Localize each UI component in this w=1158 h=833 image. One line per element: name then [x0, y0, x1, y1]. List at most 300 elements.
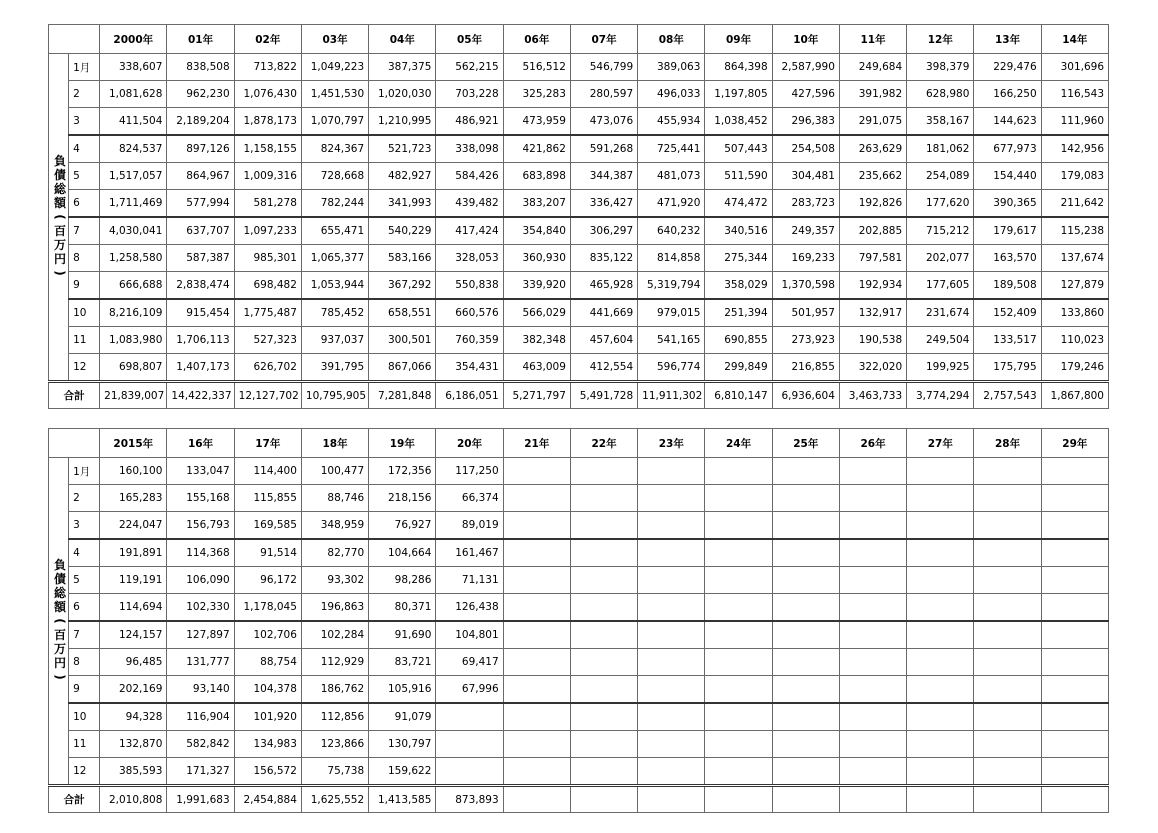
year-header: 04年	[369, 25, 436, 54]
value-cell	[907, 485, 974, 512]
value-cell: 110,023	[1041, 327, 1108, 354]
value-cell	[907, 731, 974, 758]
total-value: 2,010,808	[100, 786, 167, 813]
side-label-char: 総	[53, 586, 66, 600]
value-cell: 1,706,113	[167, 327, 234, 354]
table-row	[49, 485, 1109, 512]
value-cell: 1,517,057	[100, 163, 167, 190]
year-header: 23年	[638, 429, 705, 458]
value-cell	[503, 512, 570, 540]
value-cell: 134,983	[234, 731, 301, 758]
value-cell: 127,879	[1041, 272, 1108, 300]
month-cell: 2	[69, 485, 100, 512]
value-cell: 126,438	[436, 594, 503, 622]
year-header: 17年	[234, 429, 301, 458]
value-cell: 119,191	[100, 567, 167, 594]
year-header: 29年	[1041, 429, 1108, 458]
value-cell: 1,878,173	[234, 108, 301, 136]
value-cell	[503, 649, 570, 676]
year-header: 11年	[839, 25, 906, 54]
value-cell: 161,467	[436, 539, 503, 567]
value-cell	[638, 567, 705, 594]
value-cell	[436, 758, 503, 786]
side-label-text	[53, 154, 67, 280]
value-cell: 628,980	[907, 81, 974, 108]
table-row	[49, 621, 1109, 649]
value-cell: 181,062	[907, 135, 974, 163]
value-cell	[638, 539, 705, 567]
value-cell	[570, 676, 637, 704]
value-cell	[772, 703, 839, 731]
month-cell: 3	[69, 512, 100, 540]
value-cell: 782,244	[301, 190, 368, 218]
value-cell	[907, 649, 974, 676]
value-cell	[570, 621, 637, 649]
year-header: 14年	[1041, 25, 1108, 54]
value-cell	[503, 458, 570, 485]
month-cell: 1月	[69, 54, 100, 81]
value-cell: 179,617	[974, 217, 1041, 245]
year-header: 01年	[167, 25, 234, 54]
table-row	[49, 567, 1109, 594]
debt-table-2000-2014	[48, 24, 1109, 409]
value-cell: 154,440	[974, 163, 1041, 190]
month-cell: 10	[69, 299, 100, 327]
side-label-char: 負	[53, 154, 66, 168]
value-cell: 328,053	[436, 245, 503, 272]
month-cell: 12	[69, 758, 100, 786]
value-cell: 159,622	[369, 758, 436, 786]
value-cell	[705, 621, 772, 649]
side-label-debt-total	[49, 54, 69, 382]
value-cell: 391,795	[301, 354, 368, 382]
value-cell: 1,407,173	[167, 354, 234, 382]
value-cell: 348,959	[301, 512, 368, 540]
year-header: 09年	[705, 25, 772, 54]
table-row	[49, 703, 1109, 731]
value-cell: 867,066	[369, 354, 436, 382]
value-cell	[1041, 731, 1108, 758]
year-header: 24年	[705, 429, 772, 458]
value-cell	[974, 512, 1041, 540]
total-value: 12,127,702	[234, 382, 301, 409]
value-cell	[570, 458, 637, 485]
value-cell: 441,669	[570, 299, 637, 327]
value-cell: 835,122	[570, 245, 637, 272]
value-cell: 1,070,797	[301, 108, 368, 136]
value-cell: 249,504	[907, 327, 974, 354]
value-cell: 427,596	[772, 81, 839, 108]
value-cell	[638, 512, 705, 540]
value-cell	[907, 621, 974, 649]
value-cell: 1,076,430	[234, 81, 301, 108]
value-cell: 583,166	[369, 245, 436, 272]
value-cell: 1,210,995	[369, 108, 436, 136]
year-header: 2000年	[100, 25, 167, 54]
value-cell: 114,400	[234, 458, 301, 485]
value-cell: 814,858	[638, 245, 705, 272]
value-cell	[974, 539, 1041, 567]
table-body	[49, 25, 1109, 409]
value-cell	[772, 731, 839, 758]
value-cell	[839, 485, 906, 512]
value-cell: 465,928	[570, 272, 637, 300]
value-cell	[974, 649, 1041, 676]
value-cell: 367,292	[369, 272, 436, 300]
total-value: 2,454,884	[234, 786, 301, 813]
year-header: 2015年	[100, 429, 167, 458]
year-header: 20年	[436, 429, 503, 458]
value-cell: 89,019	[436, 512, 503, 540]
total-value	[974, 786, 1041, 813]
value-cell: 144,623	[974, 108, 1041, 136]
value-cell: 199,925	[907, 354, 974, 382]
value-cell: 482,927	[369, 163, 436, 190]
value-cell	[705, 758, 772, 786]
total-value	[772, 786, 839, 813]
month-cell: 7	[69, 621, 100, 649]
value-cell: 117,250	[436, 458, 503, 485]
value-cell: 102,284	[301, 621, 368, 649]
value-cell: 104,378	[234, 676, 301, 704]
year-header: 18年	[301, 429, 368, 458]
value-cell: 71,131	[436, 567, 503, 594]
value-cell: 88,746	[301, 485, 368, 512]
value-cell	[907, 539, 974, 567]
value-cell	[1041, 512, 1108, 540]
value-cell: 275,344	[705, 245, 772, 272]
table-row	[49, 594, 1109, 622]
total-value: 5,271,797	[503, 382, 570, 409]
value-cell	[1041, 649, 1108, 676]
year-header: 06年	[503, 25, 570, 54]
value-cell: 358,029	[705, 272, 772, 300]
value-cell	[570, 649, 637, 676]
value-cell: 541,165	[638, 327, 705, 354]
value-cell	[907, 567, 974, 594]
month-cell: 8	[69, 649, 100, 676]
value-cell: 96,172	[234, 567, 301, 594]
value-cell: 280,597	[570, 81, 637, 108]
value-cell: 797,581	[839, 245, 906, 272]
side-label-close-paren: )	[53, 270, 67, 276]
value-cell: 306,297	[570, 217, 637, 245]
total-row	[49, 382, 1109, 409]
value-cell: 301,696	[1041, 54, 1108, 81]
value-cell: 341,993	[369, 190, 436, 218]
total-value: 6,186,051	[436, 382, 503, 409]
value-cell	[974, 676, 1041, 704]
value-cell	[772, 649, 839, 676]
value-cell: 824,537	[100, 135, 167, 163]
month-cell: 8	[69, 245, 100, 272]
table-row	[49, 245, 1109, 272]
value-cell: 760,359	[436, 327, 503, 354]
value-cell	[907, 512, 974, 540]
year-header: 13年	[974, 25, 1041, 54]
value-cell: 824,367	[301, 135, 368, 163]
value-cell: 304,481	[772, 163, 839, 190]
value-cell: 190,538	[839, 327, 906, 354]
value-cell	[503, 567, 570, 594]
value-cell: 186,762	[301, 676, 368, 704]
year-header: 28年	[974, 429, 1041, 458]
total-value: 1,867,800	[1041, 382, 1108, 409]
month-cell: 9	[69, 272, 100, 300]
value-cell: 127,897	[167, 621, 234, 649]
value-cell	[974, 621, 1041, 649]
total-value: 1,625,552	[301, 786, 368, 813]
value-cell: 82,770	[301, 539, 368, 567]
value-cell	[907, 703, 974, 731]
value-cell: 231,674	[907, 299, 974, 327]
value-cell	[974, 758, 1041, 786]
table-row	[49, 539, 1109, 567]
value-cell: 728,668	[301, 163, 368, 190]
value-cell: 96,485	[100, 649, 167, 676]
side-label-unit-char: 円	[53, 252, 66, 266]
value-cell	[839, 758, 906, 786]
value-cell: 116,904	[167, 703, 234, 731]
value-cell: 382,348	[503, 327, 570, 354]
table-row	[49, 512, 1109, 540]
side-label-char: 額	[53, 600, 66, 614]
month-cell: 5	[69, 163, 100, 190]
value-cell: 152,409	[974, 299, 1041, 327]
value-cell: 562,215	[436, 54, 503, 81]
value-cell	[839, 621, 906, 649]
value-cell: 1,775,487	[234, 299, 301, 327]
value-cell: 1,083,980	[100, 327, 167, 354]
month-cell: 12	[69, 354, 100, 382]
total-label: 合計	[49, 382, 100, 409]
value-cell: 100,477	[301, 458, 368, 485]
debt-table-2015-2029	[48, 428, 1109, 813]
value-cell	[503, 676, 570, 704]
value-cell: 130,797	[369, 731, 436, 758]
value-cell	[974, 703, 1041, 731]
value-cell: 102,330	[167, 594, 234, 622]
value-cell: 98,286	[369, 567, 436, 594]
table-row	[49, 190, 1109, 218]
value-cell	[1041, 621, 1108, 649]
value-cell: 299,849	[705, 354, 772, 382]
total-value	[570, 786, 637, 813]
value-cell: 263,629	[839, 135, 906, 163]
value-cell	[1041, 758, 1108, 786]
value-cell: 1,451,530	[301, 81, 368, 108]
value-cell: 132,870	[100, 731, 167, 758]
value-cell: 235,662	[839, 163, 906, 190]
value-cell: 637,707	[167, 217, 234, 245]
total-value: 11,911,302	[638, 382, 705, 409]
value-cell: 457,604	[570, 327, 637, 354]
header-row	[49, 429, 1109, 458]
value-cell	[1041, 703, 1108, 731]
value-cell	[772, 485, 839, 512]
value-cell: 698,807	[100, 354, 167, 382]
value-cell	[638, 676, 705, 704]
value-cell: 115,855	[234, 485, 301, 512]
value-cell: 300,501	[369, 327, 436, 354]
month-cell: 3	[69, 108, 100, 136]
side-label-unit-char: 百	[53, 224, 66, 238]
total-value: 873,893	[436, 786, 503, 813]
value-cell: 383,207	[503, 190, 570, 218]
value-cell: 340,516	[705, 217, 772, 245]
value-cell: 486,921	[436, 108, 503, 136]
total-label: 合計	[49, 786, 100, 813]
value-cell: 962,230	[167, 81, 234, 108]
value-cell: 640,232	[638, 217, 705, 245]
value-cell	[974, 485, 1041, 512]
value-cell: 417,424	[436, 217, 503, 245]
value-cell: 166,250	[974, 81, 1041, 108]
value-cell: 501,957	[772, 299, 839, 327]
value-cell	[638, 649, 705, 676]
value-cell: 112,856	[301, 703, 368, 731]
value-cell: 216,855	[772, 354, 839, 382]
value-cell	[570, 485, 637, 512]
value-cell: 5,319,794	[638, 272, 705, 300]
value-cell: 191,891	[100, 539, 167, 567]
month-cell: 2	[69, 81, 100, 108]
value-cell	[839, 676, 906, 704]
month-cell: 9	[69, 676, 100, 704]
value-cell	[705, 567, 772, 594]
value-cell	[1041, 539, 1108, 567]
side-label-debt-total	[49, 458, 69, 786]
value-cell: 655,471	[301, 217, 368, 245]
value-cell: 131,777	[167, 649, 234, 676]
value-cell	[772, 458, 839, 485]
value-cell: 67,996	[436, 676, 503, 704]
value-cell: 358,167	[907, 108, 974, 136]
side-label-unit-char: 百	[53, 628, 66, 642]
value-cell: 142,956	[1041, 135, 1108, 163]
table-row	[49, 649, 1109, 676]
value-cell: 703,228	[436, 81, 503, 108]
value-cell: 666,688	[100, 272, 167, 300]
value-cell: 202,077	[907, 245, 974, 272]
value-cell	[638, 594, 705, 622]
value-cell: 387,375	[369, 54, 436, 81]
value-cell: 1,065,377	[301, 245, 368, 272]
value-cell: 104,664	[369, 539, 436, 567]
table-row	[49, 458, 1109, 485]
value-cell: 137,674	[1041, 245, 1108, 272]
value-cell	[503, 621, 570, 649]
value-cell: 698,482	[234, 272, 301, 300]
total-value: 5,491,728	[570, 382, 637, 409]
value-cell: 1,370,598	[772, 272, 839, 300]
value-cell: 474,472	[705, 190, 772, 218]
value-cell: 4,030,041	[100, 217, 167, 245]
value-cell: 133,047	[167, 458, 234, 485]
value-cell	[503, 539, 570, 567]
value-cell: 75,738	[301, 758, 368, 786]
month-cell: 11	[69, 327, 100, 354]
total-value: 1,991,683	[167, 786, 234, 813]
value-cell: 179,246	[1041, 354, 1108, 382]
year-header: 07年	[570, 25, 637, 54]
table-row	[49, 108, 1109, 136]
value-cell: 169,233	[772, 245, 839, 272]
month-cell: 6	[69, 594, 100, 622]
table-row	[49, 299, 1109, 327]
value-cell	[705, 676, 772, 704]
value-cell	[907, 594, 974, 622]
value-cell	[839, 539, 906, 567]
value-cell: 507,443	[705, 135, 772, 163]
value-cell: 283,723	[772, 190, 839, 218]
value-cell: 156,572	[234, 758, 301, 786]
value-cell: 133,517	[974, 327, 1041, 354]
total-value: 6,936,604	[772, 382, 839, 409]
value-cell	[503, 758, 570, 786]
value-cell	[638, 758, 705, 786]
value-cell: 336,427	[570, 190, 637, 218]
table-row	[49, 676, 1109, 704]
value-cell: 76,927	[369, 512, 436, 540]
total-value: 6,810,147	[705, 382, 772, 409]
value-cell: 581,278	[234, 190, 301, 218]
table-row	[49, 217, 1109, 245]
value-cell: 455,934	[638, 108, 705, 136]
side-label-char: 債	[53, 168, 66, 182]
table-row	[49, 731, 1109, 758]
value-cell: 540,229	[369, 217, 436, 245]
value-cell: 163,570	[974, 245, 1041, 272]
value-cell: 473,959	[503, 108, 570, 136]
side-label-char: 負	[53, 558, 66, 572]
value-cell	[705, 512, 772, 540]
value-cell	[705, 703, 772, 731]
value-cell: 156,793	[167, 512, 234, 540]
total-value: 3,774,294	[907, 382, 974, 409]
value-cell	[638, 703, 705, 731]
table-row	[49, 758, 1109, 786]
value-cell: 1,020,030	[369, 81, 436, 108]
corner-cell	[49, 25, 100, 54]
value-cell: 683,898	[503, 163, 570, 190]
value-cell	[503, 594, 570, 622]
value-cell	[436, 703, 503, 731]
value-cell: 584,426	[436, 163, 503, 190]
value-cell	[1041, 567, 1108, 594]
value-cell: 106,090	[167, 567, 234, 594]
value-cell: 189,508	[974, 272, 1041, 300]
corner-cell	[49, 429, 100, 458]
value-cell: 8,216,109	[100, 299, 167, 327]
value-cell: 398,379	[907, 54, 974, 81]
value-cell	[705, 485, 772, 512]
value-cell: 390,365	[974, 190, 1041, 218]
value-cell: 202,885	[839, 217, 906, 245]
value-cell: 421,862	[503, 135, 570, 163]
value-cell: 354,840	[503, 217, 570, 245]
value-cell: 463,009	[503, 354, 570, 382]
value-cell: 577,994	[167, 190, 234, 218]
value-cell	[907, 458, 974, 485]
month-cell: 7	[69, 217, 100, 245]
year-header: 27年	[907, 429, 974, 458]
value-cell: 496,033	[638, 81, 705, 108]
month-cell: 11	[69, 731, 100, 758]
year-header: 05年	[436, 25, 503, 54]
value-cell: 91,514	[234, 539, 301, 567]
value-cell	[570, 703, 637, 731]
